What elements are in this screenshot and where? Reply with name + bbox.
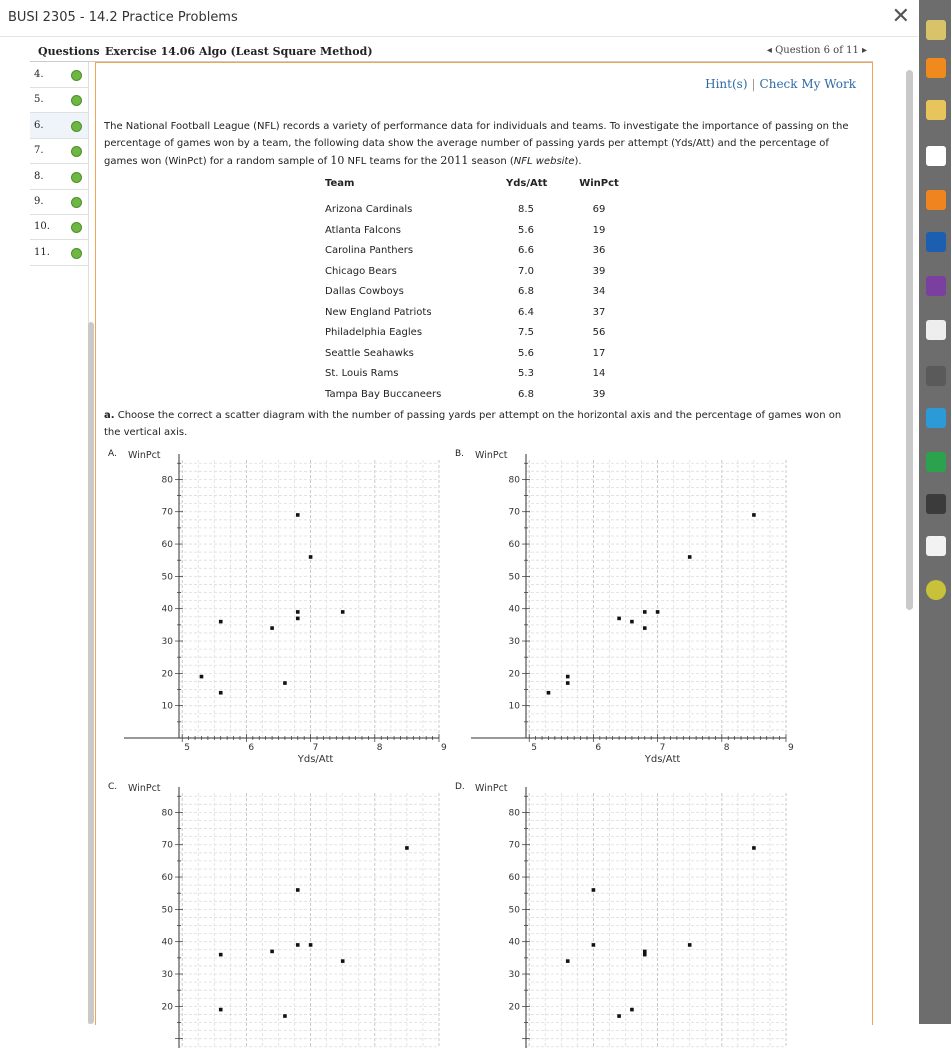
hints-link[interactable]: Hint(s) — [705, 77, 748, 91]
question-item[interactable] — [30, 62, 88, 88]
assignment-header — [30, 42, 873, 62]
team-name: Tampa Bay Buccaneers — [325, 388, 442, 400]
data-point — [296, 513, 300, 517]
y-tick-label: 30 — [161, 970, 173, 981]
question-list-scrollbar[interactable] — [88, 322, 94, 1024]
y-tick-label: 30 — [161, 637, 173, 648]
data-point — [283, 1014, 287, 1018]
question-number: 7. — [34, 145, 44, 157]
completed-check-icon — [71, 146, 82, 157]
data-point — [643, 950, 647, 954]
y-tick-label: 60 — [161, 540, 173, 551]
y-tick-label: 60 — [161, 873, 173, 884]
y-tick-label: 10 — [161, 701, 173, 712]
option-label: C. — [108, 782, 118, 792]
yds-att-value: 7.5 — [518, 327, 534, 338]
data-point — [688, 943, 692, 947]
option-label: D. — [455, 782, 465, 792]
data-point — [617, 617, 621, 621]
question-number: 9. — [34, 196, 44, 207]
book-app-icon[interactable] — [926, 232, 946, 252]
wireless-app-icon[interactable] — [926, 366, 946, 386]
y-tick-label: 40 — [161, 604, 173, 615]
window-titlebar — [0, 0, 918, 37]
y-tick-label: 40 — [508, 937, 520, 948]
x-axis-title: Yds/Att — [297, 754, 334, 765]
y-tick-label: 70 — [161, 507, 173, 518]
question-number: 5. — [34, 94, 44, 106]
dictionary-app-icon[interactable] — [926, 100, 946, 120]
completed-check-icon — [71, 70, 82, 81]
winpct-value: 69 — [592, 204, 606, 215]
lines-app-icon[interactable] — [926, 536, 946, 556]
completed-check-icon — [71, 222, 82, 233]
yds-att-value: 8.5 — [518, 204, 534, 215]
question-item[interactable] — [30, 164, 88, 190]
data-point — [547, 691, 551, 695]
rss-app-icon[interactable] — [926, 58, 946, 78]
scatter-option-a — [108, 449, 447, 765]
data-point — [219, 953, 223, 957]
y-tick-label: 50 — [161, 905, 173, 916]
nfl-data-table — [96, 63, 872, 403]
data-point — [405, 846, 409, 850]
team-name: Dallas Cowboys — [325, 286, 404, 297]
y-tick-label: 20 — [508, 669, 520, 680]
question-number: 10. — [34, 221, 50, 233]
y-tick-label: 20 — [161, 669, 173, 680]
team-name: Philadelphia Eagles — [325, 327, 423, 338]
y-tick-label: 70 — [508, 507, 520, 518]
team-name: Seattle Seahawks — [325, 347, 414, 359]
yds-att-value: 6.6 — [518, 245, 534, 256]
team-name: New England Patriots — [325, 306, 432, 318]
y-tick-label: 40 — [508, 604, 520, 615]
x-tick-label: 5 — [184, 743, 190, 753]
question-item[interactable] — [30, 189, 88, 215]
y-tick-label: 80 — [508, 475, 520, 486]
data-point — [630, 1008, 634, 1012]
winpct-value: 39 — [592, 265, 606, 277]
data-point — [296, 610, 300, 614]
y-tick-label: 70 — [508, 840, 520, 851]
intro-text: NFL teams for the — [344, 156, 441, 167]
part-label: a. — [104, 410, 115, 421]
x-tick-label: 8 — [376, 743, 383, 753]
y-axis-title: WinPct — [128, 450, 161, 461]
data-point — [592, 943, 596, 947]
y-axis-title: WinPct — [128, 783, 161, 794]
notes-app-icon[interactable] — [926, 320, 946, 340]
winpct-value: 36 — [592, 245, 606, 256]
data-point — [296, 888, 300, 892]
winpct-value: 56 — [592, 327, 606, 338]
data-point — [656, 610, 660, 614]
data-point — [283, 681, 287, 685]
question-content — [95, 62, 873, 1025]
data-point — [752, 846, 756, 850]
team-name: Carolina Panthers — [325, 245, 414, 256]
x-tick-label: 8 — [723, 743, 730, 753]
y-tick-label: 60 — [508, 540, 520, 551]
table-header: WinPct — [579, 178, 619, 189]
winpct-value: 19 — [592, 224, 606, 236]
sample-size: 10 — [330, 154, 345, 167]
scatter-option-b — [455, 449, 794, 765]
yds-att-value: 5.3 — [518, 368, 534, 379]
data-point — [219, 691, 223, 695]
data-point — [688, 555, 692, 559]
data-point — [643, 610, 647, 614]
winpct-value: 39 — [592, 388, 606, 400]
y-tick-label: 10 — [508, 701, 520, 712]
question-number: 11. — [34, 246, 50, 258]
y-tick-label: 70 — [161, 840, 173, 851]
data-point — [643, 953, 647, 957]
completed-check-icon — [71, 248, 82, 259]
yds-att-value: 6.8 — [518, 388, 534, 400]
y-tick-label: 50 — [508, 572, 520, 583]
y-tick-label: 20 — [508, 1002, 520, 1013]
question-item[interactable] — [30, 138, 88, 164]
team-name: Atlanta Falcons — [325, 224, 401, 236]
intro-text: ). — [574, 156, 582, 167]
y-tick-label: 80 — [161, 475, 173, 486]
exercise-title: Exercise 14.06 Algo (Least Square Method) — [105, 45, 373, 58]
y-tick-label: 80 — [508, 808, 520, 819]
team-name: Arizona Cardinals — [325, 204, 413, 215]
season-year: 2011 — [440, 154, 469, 167]
data-source: NFL website — [513, 156, 575, 167]
completed-check-icon — [71, 197, 82, 208]
yds-att-value: 5.6 — [518, 224, 534, 236]
team-name: St. Louis Rams — [325, 368, 399, 379]
x-tick-label: 7 — [659, 743, 666, 753]
hint-links: Hint(s) | Check My Work — [705, 77, 856, 91]
x-tick-label: 7 — [312, 743, 319, 753]
yds-att-value: 7.0 — [518, 265, 534, 277]
x-axis-title: Yds/Att — [644, 754, 681, 765]
check-my-work-link[interactable]: Check My Work — [759, 77, 856, 91]
table-header: Yds/Att — [506, 178, 548, 189]
data-point — [630, 620, 634, 624]
data-point — [592, 888, 596, 892]
data-point — [270, 950, 274, 954]
winpct-value: 34 — [592, 286, 606, 297]
onenote-app-icon[interactable] — [926, 276, 946, 296]
question-item[interactable] — [30, 214, 88, 240]
data-point — [566, 959, 570, 963]
completed-check-icon — [71, 172, 82, 183]
x-tick-label: 5 — [531, 743, 537, 753]
data-point — [219, 1008, 223, 1012]
yds-att-value: 5.6 — [518, 347, 534, 359]
data-point — [219, 620, 223, 624]
y-axis-title: WinPct — [475, 783, 508, 794]
part-prompt: Choose the correct a scatter diagram with the number of passing yards per attempt on the horizontal axis and the percentage of games won on the vertical axis. — [104, 410, 842, 438]
y-axis-title: WinPct — [475, 450, 508, 461]
yds-att-value: 6.8 — [518, 286, 534, 297]
table-header: Team — [325, 178, 355, 189]
circle-app-icon[interactable] — [926, 580, 946, 600]
office-app-icon[interactable] — [926, 146, 946, 166]
y-tick-label: 50 — [161, 572, 173, 583]
data-point — [341, 959, 345, 963]
data-point — [270, 626, 274, 630]
question-item[interactable] — [30, 113, 88, 139]
data-point — [566, 681, 570, 685]
question-a — [104, 407, 860, 441]
app-launcher-strip — [919, 0, 951, 1024]
number-six-app-icon[interactable] — [926, 190, 946, 210]
winpct-value: 37 — [592, 306, 606, 318]
question-number: 4. — [34, 69, 44, 80]
window-title: BUSI 2305 - 14.2 Practice Problems — [8, 10, 238, 25]
question-navigator[interactable]: ◂ Question 6 of 11 ▸ — [766, 45, 867, 56]
data-point — [296, 617, 300, 621]
x-tick-label: 9 — [788, 743, 794, 753]
option-label: B. — [455, 449, 465, 459]
completed-check-icon — [71, 95, 82, 106]
data-point — [566, 675, 570, 679]
data-point — [643, 626, 647, 630]
data-point — [341, 610, 345, 614]
drive-app-icon[interactable] — [926, 452, 946, 472]
question-number: 8. — [34, 170, 44, 182]
y-tick-label: 30 — [508, 637, 520, 648]
data-point — [200, 675, 204, 679]
close-icon[interactable]: ✕ — [891, 4, 910, 29]
data-point — [617, 1014, 621, 1018]
y-tick-label: 30 — [508, 970, 520, 981]
question-number: 6. — [34, 119, 44, 131]
option-label: A. — [108, 449, 117, 459]
data-point — [296, 943, 300, 947]
intro-text: season ( — [468, 156, 514, 167]
y-tick-label: 40 — [161, 937, 173, 948]
completed-check-icon — [71, 121, 82, 132]
x-tick-label: 6 — [595, 743, 602, 753]
question-list — [30, 62, 89, 1024]
scatter-option-d — [455, 782, 794, 1048]
yds-att-value: 6.4 — [518, 306, 534, 318]
grade-app-icon[interactable] — [926, 494, 946, 514]
questions-heading: Questions — [38, 45, 100, 58]
pencil-app-icon[interactable] — [926, 20, 946, 40]
data-point — [309, 555, 313, 559]
winpct-value: 17 — [592, 347, 606, 359]
y-tick-label: 20 — [161, 1002, 173, 1013]
intro-text: The National Football League (NFL) records a variety of performance data for individuals and teams. To investigate the importance of passing on the percentage of games won by a team, the following data show the average number of passing yards per attempt (Yds/Att) and the percentage of games won (WinPct) for a random sample of — [104, 121, 849, 167]
data-point — [752, 513, 756, 517]
y-tick-label: 50 — [508, 905, 520, 916]
scatter-options — [96, 448, 872, 1048]
cloud-app-icon[interactable] — [926, 408, 946, 428]
y-tick-label: 60 — [508, 873, 520, 884]
question-item[interactable] — [30, 87, 88, 113]
scatter-option-c — [108, 782, 447, 1048]
x-tick-label: 9 — [441, 743, 447, 753]
data-point — [309, 943, 313, 947]
question-item[interactable] — [30, 240, 88, 266]
x-tick-label: 6 — [248, 743, 255, 753]
page-scrollbar[interactable] — [906, 70, 913, 610]
y-tick-label: 80 — [161, 808, 173, 819]
winpct-value: 14 — [592, 368, 606, 379]
team-name: Chicago Bears — [325, 265, 397, 277]
